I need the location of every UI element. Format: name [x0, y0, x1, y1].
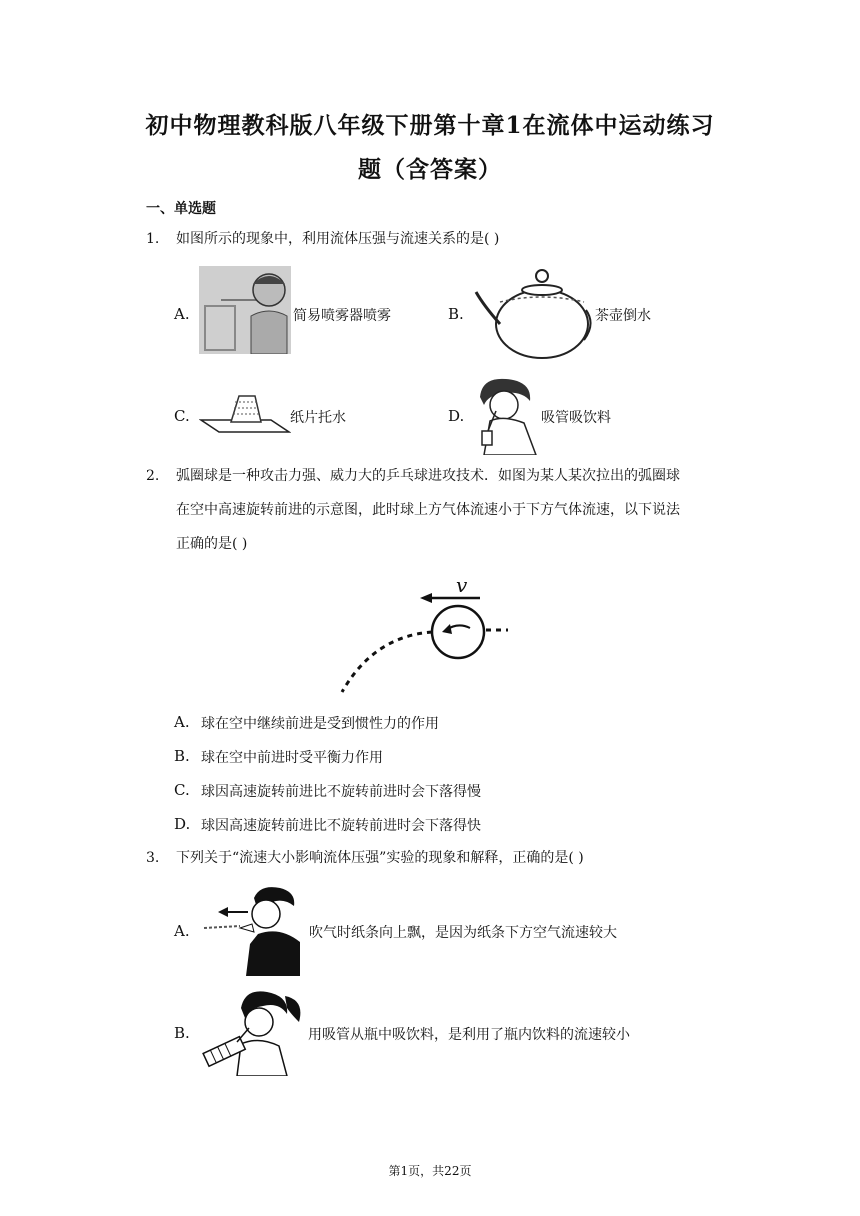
- sprayer-picture: [199, 266, 291, 354]
- ball-trajectory: [342, 632, 432, 692]
- q1-option-c-letter: C.: [174, 407, 190, 425]
- spinning-ball-diagram: [334, 572, 514, 696]
- q3-text: 下列关于“流速大小影响流体压强”实验的现象和解释，正确的是( ): [176, 850, 584, 866]
- q1-option-a-letter: A.: [174, 305, 190, 323]
- q1-option-b-letter: B.: [448, 305, 464, 323]
- q2-option-a-text: 球在空中继续前进是受到惯性力的作用: [201, 716, 439, 732]
- q1-option-c-text: 纸片托水: [290, 410, 346, 426]
- q2-line1: 弧圈球是一种攻击力强、威力大的乒乓球进攻技术．如图为某人某次拉出的弧圈球: [176, 468, 680, 484]
- q1-number: 1.: [146, 231, 160, 247]
- q1-option-d-text: 吸管吸饮料: [541, 410, 611, 426]
- q1-text: 如图所示的现象中，利用流体压强与流速关系的是( ): [176, 231, 500, 247]
- q2-option-b-letter: B.: [174, 747, 190, 765]
- paper-holding-water-picture: [199, 392, 291, 436]
- teapot-picture: [474, 266, 594, 362]
- q1-option-d-letter: D.: [448, 407, 465, 425]
- section-heading: 一、单选题: [146, 201, 216, 217]
- straw-drinking-picture: [474, 375, 542, 455]
- q3-option-b-letter: B.: [174, 1024, 190, 1042]
- page-footer: 第1页，共22页: [388, 1164, 472, 1178]
- q3-option-a-text: 吹气时纸条向上飘，是因为纸条下方空气流速较大: [309, 925, 617, 941]
- blowing-paper-picture: [200, 884, 304, 976]
- q2-option-d-text: 球因高速旋转前进比不旋转前进时会下落得快: [201, 818, 481, 834]
- q1-option-a-text: 简易喷雾器喷雾: [293, 308, 391, 324]
- q2-option-c-letter: C.: [174, 781, 190, 799]
- ball-circle: [432, 606, 484, 658]
- q2-line2: 在空中高速旋转前进的示意图，此时球上方气体流速小于下方气体流速，以下说法: [176, 502, 680, 518]
- q3-option-b-text: 用吸管从瓶中吸饮料，是利用了瓶内饮料的流速较小: [308, 1027, 630, 1043]
- q2-option-b-text: 球在空中前进时受平衡力作用: [201, 750, 383, 766]
- velocity-label: v: [456, 573, 468, 597]
- q2-option-c-text: 球因高速旋转前进比不旋转前进时会下落得慢: [201, 784, 481, 800]
- q2-option-d-letter: D.: [174, 815, 191, 833]
- q2-number: 2.: [146, 468, 160, 484]
- document-title-line2: 题（含答案）: [358, 156, 502, 183]
- q3-number: 3.: [146, 850, 160, 866]
- q3-option-a-letter: A.: [174, 922, 190, 940]
- girl-drinking-picture: [201, 988, 305, 1076]
- q2-option-a-letter: A.: [174, 713, 190, 731]
- document-title-line1: 初中物理教科版八年级下册第十章1在流体中运动练习: [145, 112, 715, 139]
- q2-line3: 正确的是( ): [176, 536, 248, 552]
- q1-option-b-text: 茶壶倒水: [595, 308, 651, 324]
